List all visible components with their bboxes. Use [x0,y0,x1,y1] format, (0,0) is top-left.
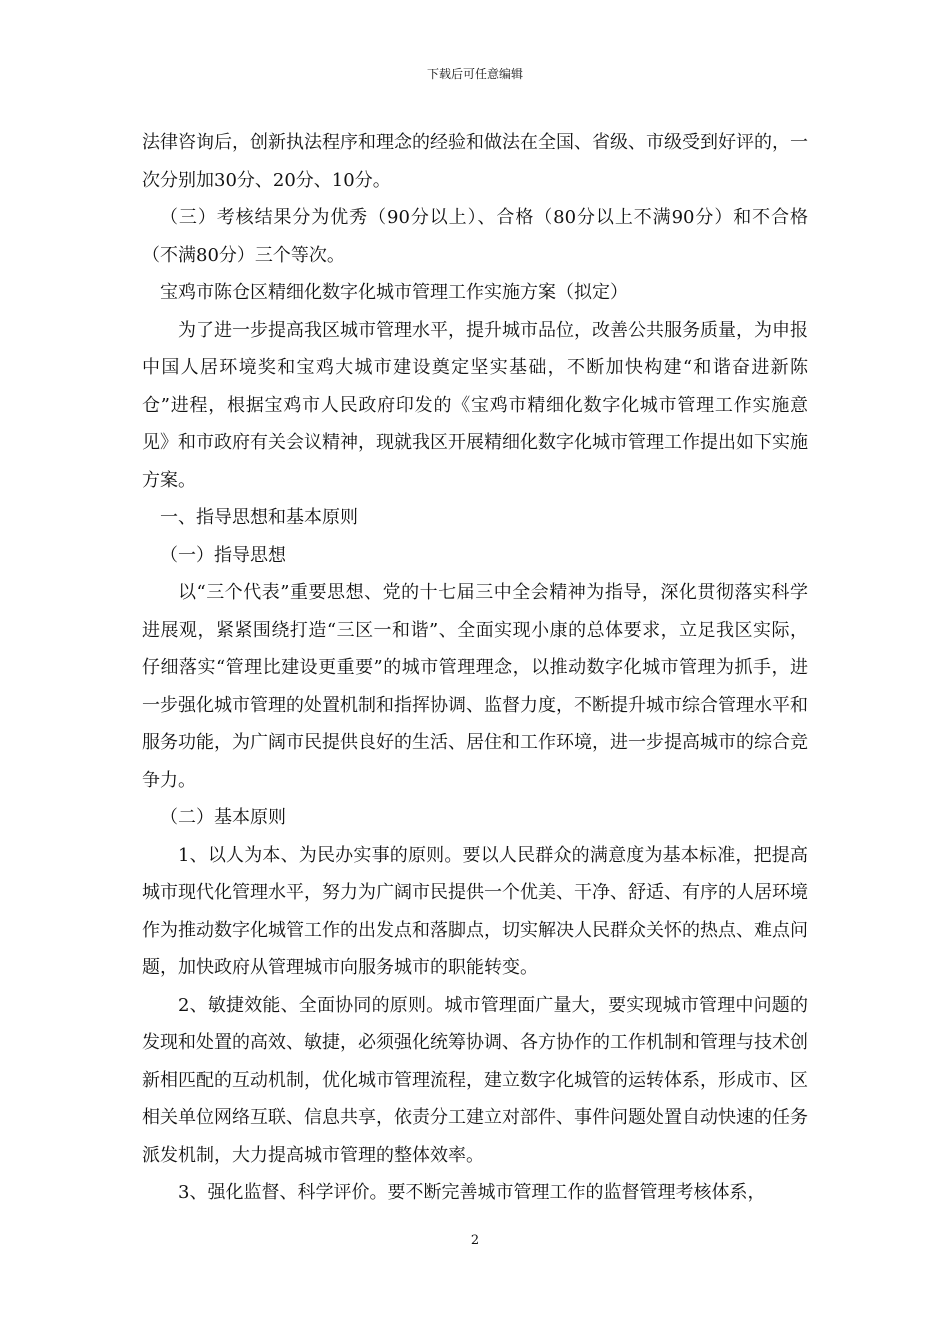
section-heading-1: 一、指导思想和基本原则 [160,507,358,528]
paragraph-principle-1: 1、以人为本、为民办实事的原则。要以人民群众的满意度为基本标准，把提高城市现代化管理水平，努力为广阔市民提供一个优美、干净、舒适、有序的人居环境作为推动数字化城管工作的出发点和落脚点，切实解决人民群众关怀的热点、难点问题，加快政府从管理城市向服务城市的职能转变。 [142,844,808,978]
document-title: 宝鸡市陈仓区精细化数字化城市管理工作实施方案（拟定） [160,282,628,303]
subsection-heading-guiding-thought: （一）指导思想 [160,544,286,566]
paragraph-continuation: 法律咨询后，创新执法程序和理念的经验和做法在全国、省级、市级受到好评的，一次分别加30分、20分、10分。 [142,132,808,191]
subsection-heading-principles: （二）基本原则 [160,807,286,828]
paragraph-principle-3: 3、强化监督、科学评价。要不断完善城市管理工作的监督管理考核体系， [178,1182,766,1203]
paragraph-guiding-thought: 以“三个代表”重要思想、党的十七届三中全会精神为指导，深化贯彻落实科学进展观，紧紧围绕打造“三区一和谐”、全面实现小康的总体要求，立足我区实际，仔细落实“管理比建设更重要”的城市管理理念，以推动数字化城市管理为抓手，进一步强化城市管理的处置机制和指挥协调、监督力度，不断提升城市综合管理水平和服务功能，为广阔市民提供良好的生活、居住和工作环境，进一步提高城市的综合竞争力。 [142,582,808,791]
paragraph-intro: 为了进一步提高我区城市管理水平，提升城市品位，改善公共服务质量，为申报中国人居环境奖和宝鸡大城市建设奠定坚实基础，不断加快构建“和谐奋进新陈仓”进程，根据宝鸡市人民政府印发的《宝鸡市精细化数字化城市管理工作实施意见》和市政府有关会议精神，现就我区开展精细化数字化城市管理工作提出如下实施方案。 [142,319,808,491]
paragraph-assessment-levels: （三）考核结果分为优秀（90分以上）、合格（80分以上不满90分）和不合格（不满80分）三个等次。 [142,207,808,266]
paragraph-principle-2: 2、敏捷效能、全面协同的原则。城市管理面广量大，要实现城市管理中问题的发现和处置的高效、敏捷，必须强化统筹协调、各方协作的工作机制和管理与技术创新相匹配的互动机制，优化城市管理流程，建立数字化城管的运转体系，形成市、区相关单位网络互联、信息共享，依责分工建立对部件、事件问题处置自动快速的任务派发机制，大力提高城市管理的整体效率。 [142,994,808,1166]
document-body [142,124,808,1212]
page-number: 2 [470,1233,480,1248]
page-header: 下载后可任意编辑 [426,67,523,81]
